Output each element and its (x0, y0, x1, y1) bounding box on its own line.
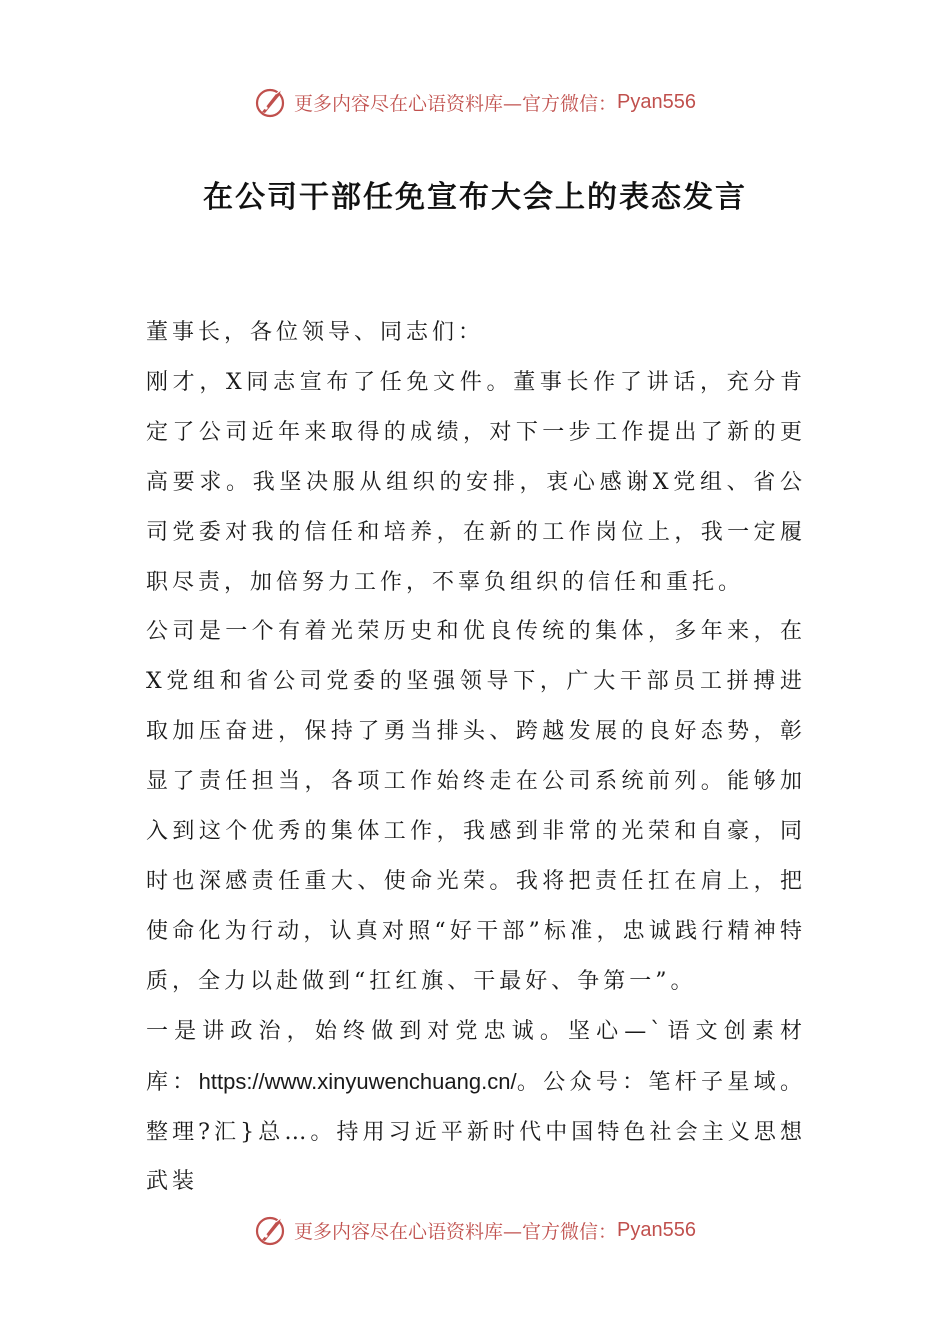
pen-nib-circle-logo-icon (254, 1212, 290, 1248)
document-title: 在公司干部任免宣布大会上的表态发言 (203, 180, 747, 215)
banner-text: 更多内容尽在心语资料库—官方微信： (294, 92, 618, 115)
header-watermark-banner (0, 82, 950, 122)
pen-nib-circle-logo-icon (254, 84, 290, 120)
paragraph-politics (146, 1007, 806, 1208)
website-url: https://www.xinyuwenchuang.cn/ (198, 1068, 517, 1094)
document-body (146, 308, 806, 1207)
footer-watermark-banner (0, 1210, 950, 1250)
paragraph-text: 。公众号：笔杆子星域。整理?汇}总…。持用习近平新时代中国特色社会主义思想武装 (146, 1069, 806, 1195)
banner-wechat-handle: Pyan556 (617, 1218, 696, 1241)
paragraph-text: 一是讲政治，始终做到对党忠诚。坚心—`语文创素材库： (146, 1018, 806, 1095)
banner-text: 更多内容尽在心语资料库—官方微信： (294, 1220, 618, 1243)
paragraph: 刚才，X同志宣布了任免文件。董事长作了讲话，充分肯定了公司近年来取得的成绩，对下一步工作提出了新的更高要求。我坚决服从组织的安排，衷心感谢X党组、省公司党委对我的信任和培养，在新的工作岗位上，我一定履职尽责，加倍努力工作，不辜负组织的信任和重托。 (146, 369, 806, 595)
banner-wechat-handle: Pyan556 (617, 90, 696, 113)
paragraph-salutation: 董事长，各位领导、同志们： (146, 320, 485, 345)
paragraph: 公司是一个有着光荣历史和优良传统的集体，多年来，在X党组和省公司党委的坚强领导下，广大干部员工拼搏进取加压奋进，保持了勇当排头、跨越发展的良好态势，彰显了责任担当，各项工作始终走在公司系统前列。能够加入到这个优秀的集体工作，我感到非常的光荣和自豪，同时也深感责任重大、使命光荣。我将把责任扛在肩上，把使命化为行动，认真对照“好干部”标准，忠诚践行精神特质，全力以赴做到“扛红旗、干最好、争第一”。 (146, 619, 806, 994)
